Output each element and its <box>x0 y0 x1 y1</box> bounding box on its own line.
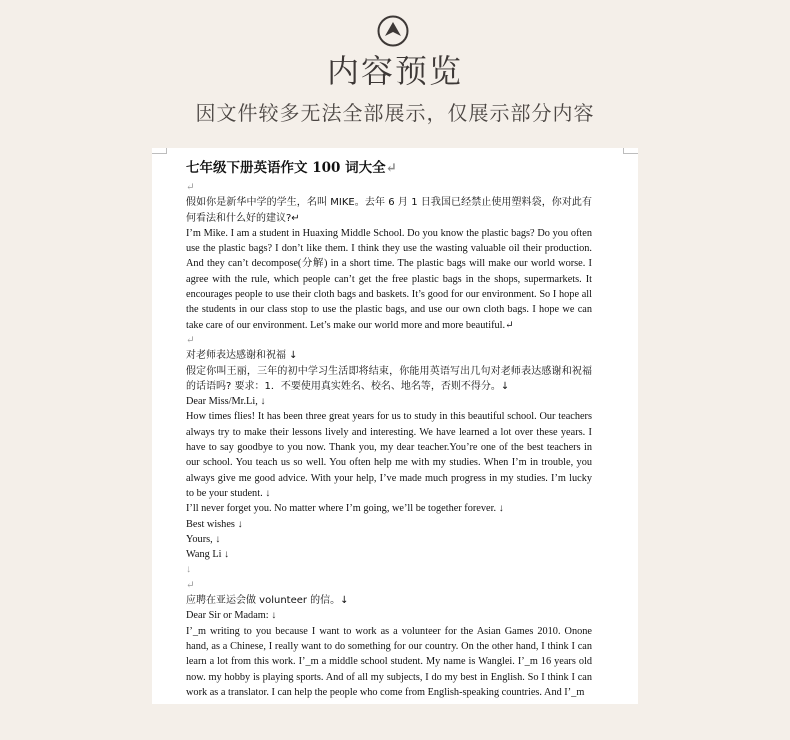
essay-greeting: Dear Miss/Mr.Li, ↓ <box>186 396 266 408</box>
up-arrow-circle-icon <box>377 15 409 47</box>
document-title: 七年级下册英语作文 100 词大全↵ <box>186 160 397 176</box>
blank-line: ↓ <box>186 564 192 576</box>
essay-paragraph: I’_m writing to you because I want to work as a volunteer for the Asian Games 2010. Onone hand, as a Chinese, I really want to do something for our country. On the other hand, I think I can learn a lot from this work. I’_m a middle school student. My name is Wanglei. I’_m 16 years old now. my hobby is playing sports. And of all my subjects, I do my best in English. So I think I can work as a translator. I can help the people who come from English-speaking countries. And I’_m <box>186 625 592 698</box>
essay-greeting: Dear Sir or Madam: ↓ <box>186 610 277 622</box>
essay-paragraph: I’m Mike. I am a student in Huaxing Middle School. Do you know the plastic bags? Do you often use the plastic bags? I don’t like them. I think they use the wasting valuable oil their production. And they can’t decompose(分解) in a short time. The plastic bags will make our world worse. I agree with the rule, which people can’t get the free plastic bags in the shops, supermarkets. It encourages people to use their cloth bags and baskets. It’s good for our environment. So I hope all the students in our class stop to use the plastic bags, and use our own cloth bags. I hope we can take care of our environment. Let’s make our world more and more beautiful.↵ <box>186 227 592 331</box>
essay-heading: 对老师表达感谢和祝福 ↓ <box>186 350 298 362</box>
page-corner-mark <box>623 148 638 154</box>
essay-paragraph: How times flies! It has been three great years for us to study in this beautiful school. Our teachers always try to make their lessons lively and interesting. We have learned a lot over these years. I have to say goodbye to you now. Thank you, my dear teacher.You’re one of the best teachers in our school. You teach us so well. You often help me with my studies. When I’m in trouble, you always give me good advice. With your help, I’ve made much progress in my studies. I’m lucky to be your student. ↓ <box>186 411 592 499</box>
essay-paragraph: I’ll never forget you. No matter where I’m going, we’ll be together forever. ↓ <box>186 503 504 515</box>
page-corner-mark <box>152 148 167 154</box>
page-subtitle: 因文件较多无法全部展示，仅展示部分内容 <box>195 101 595 125</box>
document-body <box>186 158 592 700</box>
page-title: 内容预览 <box>326 52 463 90</box>
essay-closing: Yours, ↓ <box>186 533 221 545</box>
blank-line: ↵ <box>186 579 195 591</box>
blank-line: ↵ <box>186 334 195 346</box>
essay-signature: Wang Li ↓ <box>186 549 230 561</box>
blank-line: ↵ <box>186 182 195 193</box>
essay-prompt: 假如你是新华中学的学生，名叫 MIKE。去年 6 月 1 日我国已经禁止使用塑料袋，你对此有何看法和什么好的建议?↵ <box>186 197 592 224</box>
essay-closing: Best wishes ↓ <box>186 518 243 530</box>
document-preview <box>152 148 638 704</box>
essay-prompt: 假定你叫王丽，三年的初中学习生活即将结束，你能用英语写出几句对老师表达感谢和祝福的话语吗? 要求：1．不要使用真实姓名、校名、地名等，否则不得分。↓ <box>186 365 592 392</box>
essay-heading: 应聘在亚运会做 volunteer 的信。↓ <box>186 595 349 607</box>
